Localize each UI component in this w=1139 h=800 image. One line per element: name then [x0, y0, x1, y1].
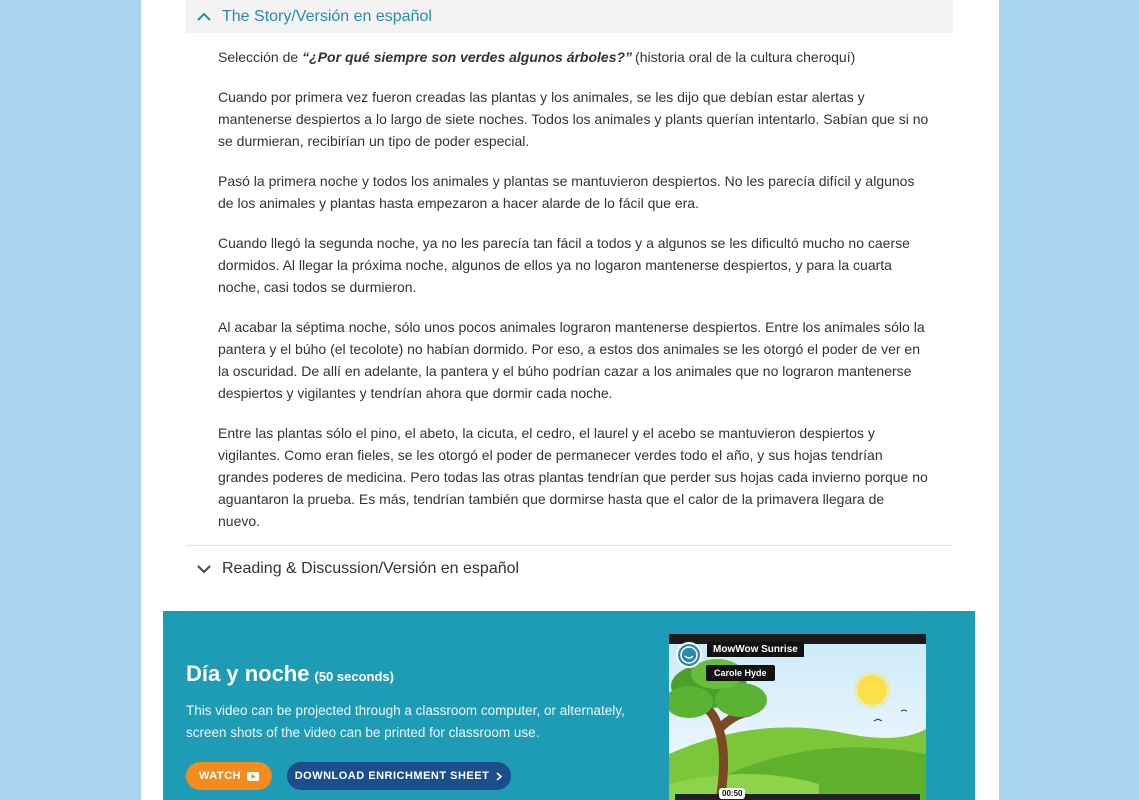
video-timestamp: 00:50 [719, 788, 745, 799]
download-label: DOWNLOAD ENRICHMENT SHEET [294, 770, 490, 782]
video-description: This video can be projected through a classroom computer, or alternately, screen shots of the video can be printed for classroom use. [186, 703, 625, 740]
accordion-divider [186, 545, 953, 546]
accordion-story-title: The Story/Versión en español [222, 7, 432, 25]
content-page [141, 0, 999, 800]
accordion-discussion-title: Reading & Discussion/Versión en español [222, 559, 520, 577]
video-title: Día y noche [186, 661, 310, 686]
selection-suffix: (historia oral de la cultura cheroquí) [635, 49, 856, 65]
story-selection-line [218, 46, 930, 68]
author-name: Carole Hyde [706, 665, 775, 681]
download-enrichment-button[interactable] [287, 762, 511, 790]
channel-avatar [676, 642, 702, 668]
accordion-story-header[interactable] [186, 0, 953, 33]
video-duration: (50 seconds) [314, 669, 394, 684]
selection-title: “¿Por qué siempre son verdes algunos árboles?” [302, 49, 633, 65]
play-icon [247, 772, 259, 781]
story-paragraph: Al acabar la séptima noche, sólo unos pocos animales lograron mantenerse despiertos. Entre los animales sólo la pantera y el búho (el tecolote) no habían dormido. Por eso, a estos dos animales se les otorgó el poder de ver en la oscuridad. De allí en adelante, la pantera y el búho podrían cazar a los animales que no lograron mantenerse despiertos y vigilantes y tendrían ahora que dormir cada noche. [218, 319, 925, 401]
accordion-discussion-header[interactable] [186, 552, 953, 585]
story-paragraph: Cuando por primera vez fueron creadas las plantas y los animales, se les dijo que debían estar alertas y mantenerse despiertos a lo largo de siete noches. Todos los animales y plants querían intentarlo. Sabían que si no se durmieran, recibirían un tipo de poder especial. [218, 89, 929, 149]
smile-icon [678, 644, 700, 666]
watch-label: WATCH [198, 770, 241, 782]
chevron-down-icon [196, 561, 212, 577]
story-paragraph: Entre las plantas sólo el pino, el abeto, la cicuta, el cedro, el laurel y el acebo se mantuvieron despiertos y vigilantes. Como eran fieles, se les otorgó el poder de permanecer verdes todo el año, y sus hojas tendrían grandes poderes de medicina. Pero todas las otras plantas tendrían que perder sus hojas cada invierno porque no aguantaron la prueba. Es más, tendrían también que dormirse hasta que el calor de la primavera llegara de nuevo. [218, 425, 928, 529]
chevron-right-icon [495, 772, 503, 781]
story-paragraph: Pasó la primera noche y todos los animales y plantas se mantuvieron despiertos. No les parecía difícil y algunos de los animales y plantas hasta empezaron a hacer alarde de lo fácil que era. [218, 173, 915, 211]
video-thumbnail-art [669, 634, 926, 800]
video-card [163, 611, 975, 800]
story-content [218, 46, 930, 550]
video-title-row [186, 661, 394, 687]
channel-name: MowWow Sunrise [707, 642, 804, 657]
chevron-up-icon [196, 9, 212, 25]
story-paragraph: Cuando llegó la segunda noche, ya no les parecía tan fácil a todos y a algunos se les dificultó mucho no caerse dormidos. Al llegar la próxima noche, algunos de ellos ya no logaron mantenerse despiertos, y para la cuarta noche, casi todos se durmieron. [218, 235, 910, 295]
selection-prefix: Selección de [218, 49, 299, 65]
video-thumbnail[interactable] [669, 634, 926, 800]
watch-button[interactable] [186, 762, 272, 790]
